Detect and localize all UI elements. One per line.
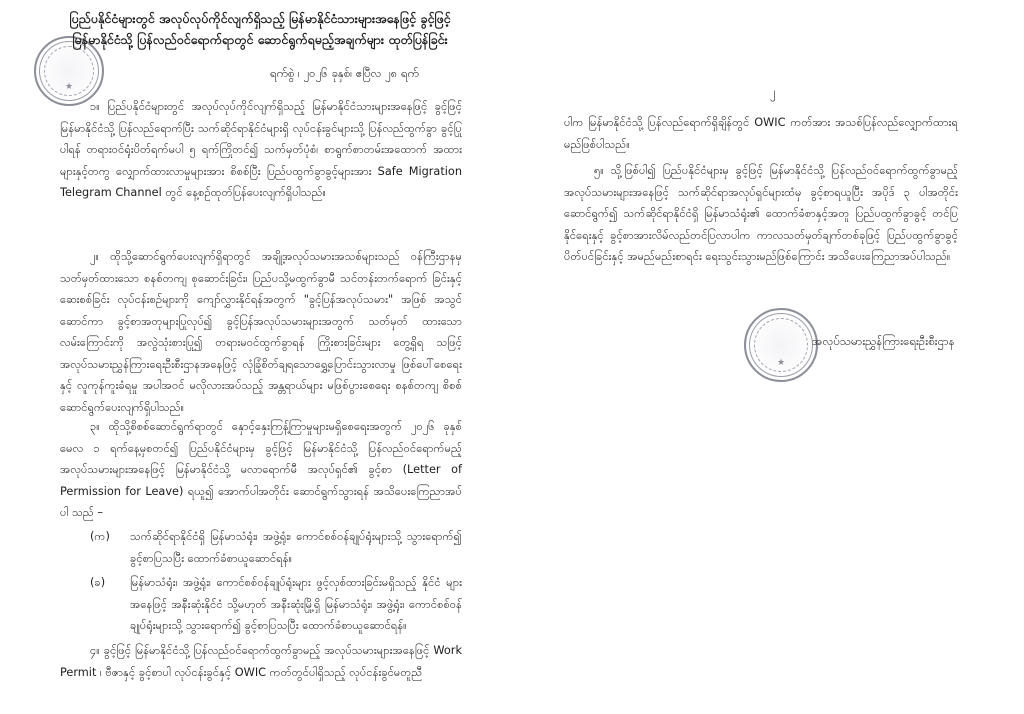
paragraph-5: ၅။ သို့ဖြစ်ပါ၍ ပြည်ပနိုင်ငံများမှ ခွင့်ဖြင့် မြန်မာနိုင်ငံသို့ ပြန်လည်ဝင်ရောက်ထွက်ခွာမည့် အလုပ်သမားများအနေဖြင့် သက်ဆိုင်ရာအလုပ်ရှင်များထံမှ ခွင့်စာရယူပြီး အပိုဒ် ၃ ပါအတိုင်း ဆောင်ရွက်၍ သက်ဆိုင်ရာနိုင်ငံရှိ မြန်မာသံရုံး၏ ထောက်ခံစာနှင့်အတူ ပြည်ပထွက်ခွာခွင့် တင်ပြ နိုင်ရေးနှင့် ခွင့်စာအားလိမ်လည်တင်ပြလာပါက ကာလသတ်မှတ်ချက်တစ်ခုဖြင့် ပြည်ပထွက်ခွာခွင့် ပိတ်ပင်ခြင်းနှင့် အမည်မည်းစာရင်း ရေးသွင်းသွားမည်ဖြစ်ကြောင်း အသိပေးကြေညာအပ်ပါသည်။ — [564, 164, 958, 263]
page-number: ၂ — [770, 85, 776, 99]
paragraph-1: ၁။ ပြည်ပနိုင်ငံများတွင် အလုပ်လုပ်ကိုင်လျက်ရှိသည့် မြန်မာနိုင်ငံသားများအနေဖြင့် ခွင့်ဖြင့် မြန်မာနိုင်ငံသို့ ပြန်လည်ရောက်ပြီး သက်ဆိုင်ရာနိုင်ငံများရှိ လုပ်ငန်းခွင်များသို့ ပြန်လည်ထွက်ခွာ ခွင့်ပြုပါရန် တရားဝင်ရုံးပိတ်ရက်မပါ ၅ ရက်ကြိုတင်၍ သက်မှတ်ပုံစံ၊ စာရွက်စာတမ်းအထောက် အထားများနှင့်တကွ လျှောက်ထားလာမှုများအား စိစစ်ပြီး ပြည်ပထွက်ခွာခွင့်များအား Safe Migration Telegram Channel တွင် နေ့စဉ်ထုတ်ပြန်ပေးလျက်ရှိပါသည်။ — [60, 100, 462, 199]
subitem-label: (က) — [90, 530, 110, 543]
subitem-text: သက်ဆိုင်ရာနိုင်ငံရှိ မြန်မာသံရုံး၊ အဖွဲ့ရုံး၊ ကောင်စစ်ဝန်ချုပ်ရုံးများသို့ သွားရောက်၍ ခွင့်စာပြသပြီး ထောက်ခံစာယူဆောင်ရန်။ — [130, 530, 462, 565]
signature-department-name: အလုပ်သမားညွှန်ကြားရေးဦးစီးဌာန — [812, 334, 955, 348]
official-seal-stamp: ★ — [34, 36, 104, 106]
subitem-label: (ခ) — [90, 576, 106, 589]
subitem-ka — [90, 526, 462, 570]
subitem-text: မြန်မာသံရုံး၊ အဖွဲ့ရုံး၊ ကောင်စစ်ဝန်ချုပ်ရုံးများ ဖွင့်လှစ်ထားခြင်းမရှိသည့် နိုင်ငံ များအနေဖြင့် အနီးဆုံးနိုင်ငံ သို့မဟုတ် အနီးဆုံးမြို့ရှိ မြန်မာသံရုံး၊ အဖွဲ့ရုံး၊ ကောင်စစ်ဝန်ချုပ်ရုံးများသို့ သွားရောက်၍ ခွင့်စာပြသပြီး ထောက်ခံစာယူဆောင်ရန်။ — [130, 576, 462, 632]
paragraph-3: ၃။ ထိုသို့စိစစ်ဆောင်ရွက်ရာတွင် နှောင့်နှေးကြန့်ကြာမှုများမရှိစေရေးအတွက် ၂၀၂၆ ခုနှစ် မေလ ၁ ရက်နေ့မှစတင်၍ ပြည်ပနိုင်ငံများမှ ခွင့်ဖြင့် မြန်မာနိုင်ငံသို့ ပြန်လည်ဝင်ရောက်မည့် အလုပ်သမားများအနေဖြင့် မြန်မာနိုင်ငံသို့ မလာရောက်မီ အလုပ်ရှင်၏ ခွင့်စာ (Letter of Permission for Leave) ရယူ၍ အောက်ပါအတိုင်း ဆောင်ရွက်သွားရန် အသိပေးကြေညာအပ်ပါ သည် – — [60, 420, 462, 519]
department-seal-stamp: ★ — [744, 308, 818, 382]
paragraph-4: ၄။ ခွင့်ဖြင့် မြန်မာနိုင်ငံသို့ ပြန်လည်ဝင်ရောက်ထွက်ခွာမည့် အလုပ်သမားများအနေဖြင့် Work Permit ၊ ဗီဇာနှင့် ခွင့်စာပါ လုပ်ငန်းခွင်နှင့် OWIC ကတ်တွင်ပါရှိသည့် လုပ်ငန်းခွင်မတူညီ — [60, 644, 462, 679]
paragraph-4-continued: ပါက မြန်မာနိုင်ငံသို့ ပြန်လည်ရောက်ရှိချိန်တွင် OWIC ကတ်အား အသစ်ပြန်လည်လျှောက်ထားရ မည်ဖြစ်ပါသည်။ — [564, 116, 958, 151]
right-page — [512, 0, 1024, 714]
document-date: ရက်စွဲ ၊ ၂၀၂၆ ခုနှစ်၊ ဧပြီလ ၂၈ ရက် — [270, 66, 419, 80]
document-title: ပြည်ပနိုင်ငံများတွင် အလုပ်လုပ်ကိုင်လျက်ရှိသည့် မြန်မာနိုင်ငံသားများအနေဖြင့် ခွင့်ဖြင့် မြန်မာနိုင်ငံသို့ ပြန်လည်ဝင်ရောက်ရာတွင် ဆောင်ရွက်ရမည့်အချက်များ ထုတ်ပြန်ခြင်း — [69, 11, 451, 47]
subitem-kha — [90, 572, 462, 638]
paragraph-2: ၂။ ထိုသို့ဆောင်ရွက်ပေးလျက်ရှိရာတွင် အချို့အလုပ်သမားအသစ်များသည် ဝန်ကြီးဌာနမှ သတ်မှတ်ထားသော စနစ်တကျ စုဆောင်းခြင်း၊ ပြည်ပသို့မထွက်ခွာမီ သင်တန်းတက်ရောက် ခြင်းနှင့် ဆေးစစ်ခြင်း လုပ်ငန်းစဉ်များကို ကျော်လွှားနိုင်ရန်အတွက် "ခွင့်ပြန်အလုပ်သမား" အဖြစ် အသွင်ဆောင်ကာ ခွင့်စာအတုများပြုလုပ်၍ ခွင့်ပြန်အလုပ်သမားများအတွက် သတ်မှတ် ထားသောလမ်းကြောင်းကို အလွဲသုံးစားပြု၍ တရားမဝင်ထွက်ခွာရန် ကြိုးစားခြင်းများ တွေ့ရှိရ သဖြင့် အလုပ်သမားညွှန်ကြားရေးဦးစီးဌာနအနေဖြင့် လုံခြုံစိတ်ချရသောရွှေ့ပြောင်းသွားလာမှု ဖြစ်ပေါ်စေရေးနှင့် လူကုန်ကူးခံရမှု အပါအဝင် မလိုလားအပ်သည့် အန္တရာယ်များ မဖြစ်ပွားစေရေး စနစ်တကျ စိစစ်ဆောင်ရွက်ပေးလျက်ရှိပါသည်။ — [60, 250, 462, 414]
